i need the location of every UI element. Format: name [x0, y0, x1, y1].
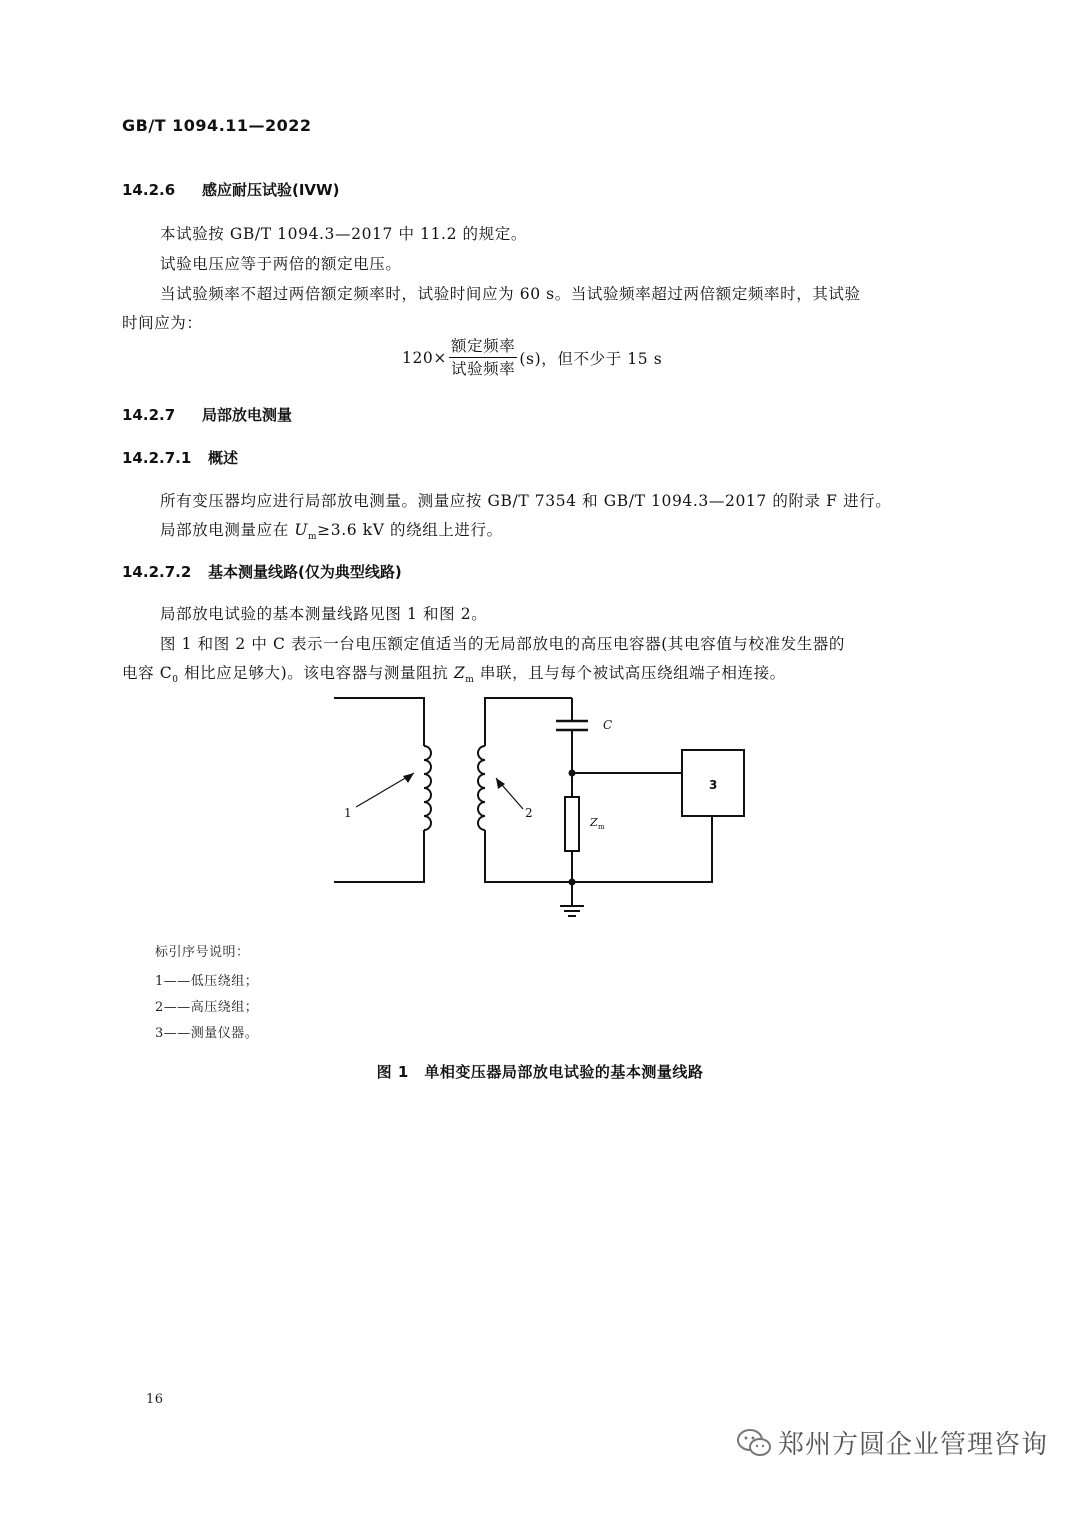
- section-heading-14-2-7: [122, 404, 292, 425]
- section-heading-14-2-6: [122, 179, 339, 200]
- watermark-text: 郑州方圆企业管理咨询: [778, 1430, 1049, 1460]
- figure-caption: 图 1 单相变压器局部放电试验的基本测量线路: [376, 1063, 704, 1081]
- lv-wire-top: [334, 698, 424, 746]
- circuit-diagram: [300, 680, 800, 930]
- wechat-icon: [736, 1427, 772, 1459]
- formula-fraction: [449, 335, 517, 380]
- paragraph: 所有变压器均应进行局部放电测量。测量应按 GB/T 7354 和 GB/T 1094.3—2017 的附录 F 进行。: [160, 492, 892, 510]
- section-title: 局部放电测量: [202, 406, 293, 424]
- text-run: 局部放电测量应在: [160, 521, 295, 539]
- section-title: 基本测量线路(仅为典型线路): [208, 563, 402, 581]
- section-number: 14.2.7.2: [122, 563, 192, 581]
- paragraph: 试验电压应等于两倍的额定电压。: [160, 255, 402, 273]
- text-run: ≥3.6 kV 的绕组上进行。: [317, 521, 503, 539]
- formula-denominator: 试验频率: [450, 360, 516, 378]
- variable-z: Z: [453, 664, 466, 682]
- impedance-zm: [565, 797, 579, 851]
- subscript: m: [308, 532, 318, 543]
- junction-dot: [569, 879, 576, 886]
- paragraph: 本试验按 GB/T 1094.3—2017 中 11.2 的规定。: [160, 225, 527, 243]
- section-heading-14-2-7-1: [122, 447, 238, 468]
- standard-number: GB/T 1094.11—2022: [122, 116, 312, 135]
- legend-item: 1——低压绕组；: [155, 974, 259, 989]
- lv-wire-bottom: [334, 830, 424, 882]
- paragraph: 图 1 和图 2 中 C 表示一台电压额定值适当的无局部放电的高压电容器(其电容值与校准发生器的: [160, 635, 845, 653]
- variable-u: U: [294, 521, 308, 539]
- lv-winding-coil: [424, 746, 431, 830]
- text-run: 电容 C: [122, 664, 173, 682]
- section-number: 14.2.6: [122, 181, 176, 199]
- legend-item: 2——高压绕组；: [155, 1000, 259, 1015]
- text-run: 串联，且与每个被试高压绕组端子相连接。: [474, 664, 786, 682]
- subscript: 0: [172, 675, 179, 686]
- formula-numerator: 额定频率: [449, 335, 517, 358]
- section-number: 14.2.7: [122, 406, 176, 424]
- label-2: 2: [525, 806, 533, 820]
- subscript: m: [465, 675, 475, 686]
- label-3: 3: [709, 778, 718, 792]
- watermark: [736, 1424, 1048, 1461]
- legend-title: 标引序号说明：: [155, 945, 250, 960]
- formula-prefix: 120×: [402, 348, 447, 367]
- paragraph-continuation: 时间应为：: [122, 314, 203, 332]
- section-heading-14-2-7-2: [122, 561, 402, 582]
- label-zm-sub: m: [598, 823, 605, 831]
- label-1: 1: [344, 806, 352, 820]
- page-number: 16: [146, 1392, 164, 1407]
- paragraph: [160, 518, 503, 542]
- legend-item: 3——测量仪器。: [155, 1026, 259, 1041]
- section-title: 概述: [208, 449, 239, 467]
- section-title: 感应耐压试验(IVW): [202, 181, 340, 199]
- paragraph: 局部放电试验的基本测量线路见图 1 和图 2。: [160, 605, 488, 623]
- label-c: C: [603, 718, 613, 732]
- hv-winding-coil: [478, 746, 485, 830]
- arrowhead-1: [403, 773, 414, 783]
- junction-dot: [569, 770, 576, 777]
- paragraph: 当试验频率不超过两倍额定频率时，试验时间应为 60 s。当试验频率超过两倍额定频率时，其试验: [160, 285, 861, 303]
- formula-suffix: (s)，但不少于 15 s: [519, 349, 663, 368]
- text-run: 相比应足够大)。该电容器与测量阻抗: [178, 664, 454, 682]
- label-zm: Z: [590, 816, 598, 829]
- section-number: 14.2.7.1: [122, 449, 192, 467]
- duration-formula: [402, 335, 662, 380]
